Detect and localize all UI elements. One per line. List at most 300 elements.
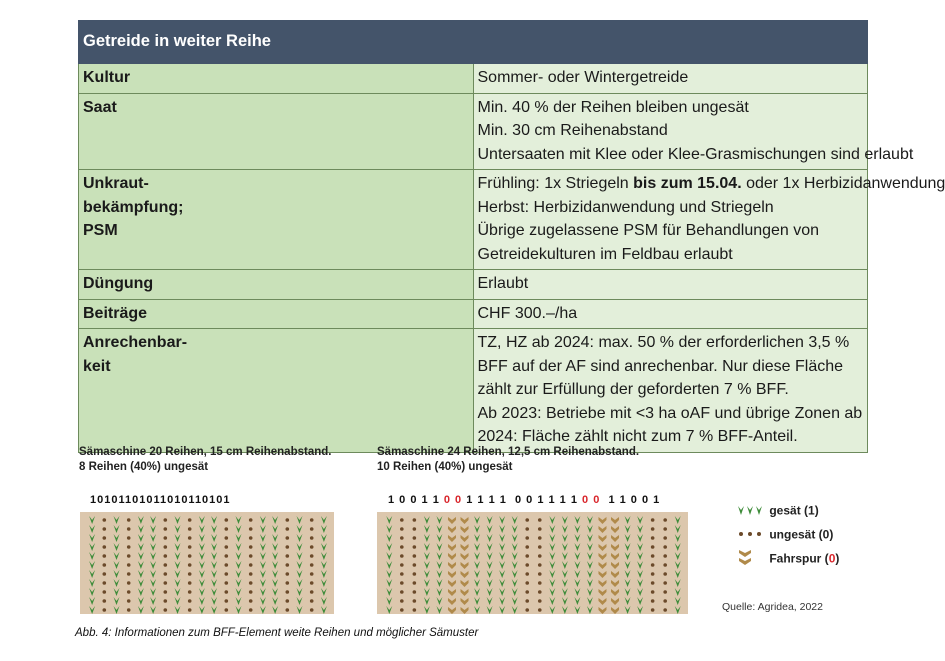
unsown-dot: [164, 608, 168, 612]
sown-plant: [211, 579, 217, 587]
sown-plant: [637, 543, 643, 551]
sown-plant: [499, 606, 505, 614]
unsown-dot: [127, 554, 131, 558]
sown-plant: [499, 534, 505, 542]
unsown-dot: [164, 545, 168, 549]
sown-plant: [637, 588, 643, 596]
sown-plant: [386, 534, 392, 542]
sown-plant: [199, 597, 205, 605]
track-mark: [448, 598, 456, 605]
sown-plant: [474, 534, 480, 542]
sown-plant: [675, 597, 681, 605]
unsown-dot: [663, 518, 667, 522]
sown-plant: [175, 588, 181, 596]
track-mark: [461, 598, 469, 605]
sown-plant: [436, 597, 442, 605]
table-row: [79, 270, 868, 300]
sown-plant: [114, 561, 120, 569]
unsown-dot: [525, 554, 529, 558]
sown-plant: [549, 606, 555, 614]
sown-plant: [386, 516, 392, 524]
track-mark: [461, 544, 469, 551]
sown-plant: [175, 597, 181, 605]
unsown-dot: [525, 599, 529, 603]
value-line: Übrige zugelassene PSM für Behandlungen von Getreidekulturen im Feldbau erlaubt: [477, 222, 820, 263]
sown-plant: [549, 588, 555, 596]
sown-plant: [625, 543, 631, 551]
sown-plant: [487, 570, 493, 578]
sown-plant: [150, 606, 156, 614]
unsown-dot: [310, 572, 314, 576]
sown-plant: [487, 597, 493, 605]
sown-plant: [386, 543, 392, 551]
track-mark: [611, 607, 619, 614]
unsown-dot: [188, 518, 192, 522]
sown-plant: [625, 606, 631, 614]
unsown-dot: [225, 563, 229, 567]
unsown-dot: [164, 599, 168, 603]
unsown-dot: [651, 527, 655, 531]
sown-plant: [138, 606, 144, 614]
unsown-dot: [413, 554, 417, 558]
sown-plant: [272, 579, 278, 587]
track-mark: [448, 544, 456, 551]
sown-plant: [637, 570, 643, 578]
sown-plant: [297, 543, 303, 551]
sown-plant: [321, 588, 327, 596]
unsown-dot: [651, 581, 655, 585]
value-line: Min. 40 % der Reihen bleiben ungesät: [477, 98, 749, 116]
unsown-dot: [663, 563, 667, 567]
unsown-dot: [225, 572, 229, 576]
sown-plant: [587, 606, 593, 614]
sown-plant: [574, 534, 580, 542]
sown-plant: [236, 534, 242, 542]
unsown-dot: [249, 599, 253, 603]
sown-plant: [236, 579, 242, 587]
unsown-dot: [164, 581, 168, 585]
unsown-dot: [225, 527, 229, 531]
sown-plant: [236, 570, 242, 578]
sown-plant: [260, 588, 266, 596]
unsown-dot: [188, 581, 192, 585]
sprout-icon: [736, 503, 766, 520]
unsown-dot: [538, 581, 542, 585]
sown-plant: [260, 552, 266, 560]
sown-plant: [386, 597, 392, 605]
sown-plant: [499, 525, 505, 533]
unsown-dot: [127, 581, 131, 585]
sown-plant: [499, 588, 505, 596]
sown-plant: [89, 588, 95, 596]
unsown-dot: [310, 563, 314, 567]
unsown-dot: [225, 608, 229, 612]
sown-plant: [89, 606, 95, 614]
sown-plant: [562, 561, 568, 569]
sown-plant: [625, 588, 631, 596]
date-emphasis: bis zum 15.04.: [633, 175, 742, 192]
sown-plant: [114, 525, 120, 533]
sown-plant: [587, 570, 593, 578]
unsown-dot: [400, 554, 404, 558]
sown-plant: [675, 525, 681, 533]
track-mark: [598, 589, 606, 596]
unsown-dot: [525, 563, 529, 567]
right-field-graphic: [377, 512, 688, 614]
row-key: Kultur: [79, 64, 474, 94]
sown-plant: [424, 597, 430, 605]
row-key: Saat: [79, 93, 474, 170]
track-mark: [461, 580, 469, 587]
sown-plant: [474, 543, 480, 551]
sown-plant: [637, 597, 643, 605]
unsown-dot: [225, 536, 229, 540]
left-bit-pattern: 10101101011010110101: [90, 494, 231, 506]
sown-plant: [675, 606, 681, 614]
track-mark: [611, 535, 619, 542]
unsown-dot: [127, 599, 131, 603]
sown-plant: [487, 552, 493, 560]
track-mark: [461, 589, 469, 596]
sown-plant: [272, 606, 278, 614]
track-mark: [598, 535, 606, 542]
sown-plant: [474, 597, 480, 605]
sown-plant: [89, 552, 95, 560]
sown-plant: [675, 588, 681, 596]
sown-plant: [512, 525, 518, 533]
unsown-dot: [103, 518, 107, 522]
unsown-dot: [225, 581, 229, 585]
sown-plant: [562, 579, 568, 587]
unsown-dot: [127, 527, 131, 531]
sown-plant: [89, 525, 95, 533]
sown-plant: [637, 516, 643, 524]
unsown-dot: [538, 554, 542, 558]
sown-plant: [321, 525, 327, 533]
sown-plant: [297, 561, 303, 569]
info-table: [78, 20, 945, 453]
sown-plant: [675, 579, 681, 587]
sown-plant: [175, 570, 181, 578]
track-mark: [598, 607, 606, 614]
unsown-dot: [663, 581, 667, 585]
key-line: Anrechenbar-: [83, 334, 188, 351]
unsown-dot: [127, 545, 131, 549]
unsown-dot: [249, 563, 253, 567]
unsown-dot: [164, 590, 168, 594]
sown-plant: [436, 552, 442, 560]
sown-plant: [386, 570, 392, 578]
sown-plant: [260, 570, 266, 578]
unsown-dot: [310, 554, 314, 558]
sown-plant: [297, 534, 303, 542]
unsown-dot: [188, 527, 192, 531]
sown-plant: [424, 516, 430, 524]
sown-plant: [114, 570, 120, 578]
unsown-dot: [103, 581, 107, 585]
sown-plant: [272, 570, 278, 578]
sown-plant: [574, 597, 580, 605]
table-title: Getreide in weiter Reihe: [79, 21, 868, 64]
sown-plant: [236, 588, 242, 596]
sown-plant: [587, 561, 593, 569]
sown-plant: [138, 543, 144, 551]
sown-plant: [211, 561, 217, 569]
sown-plant: [175, 543, 181, 551]
sown-plant: [487, 534, 493, 542]
unsown-dot: [413, 545, 417, 549]
unsown-dot: [651, 599, 655, 603]
sown-plant: [487, 543, 493, 551]
sown-plant: [272, 543, 278, 551]
unsown-dot: [413, 572, 417, 576]
track-mark: [448, 589, 456, 596]
sown-plant: [272, 525, 278, 533]
value-line: Erlaubt: [477, 275, 529, 292]
sown-plant: [297, 606, 303, 614]
sown-plant: [150, 561, 156, 569]
unsown-dot: [651, 563, 655, 567]
unsown-dot: [164, 518, 168, 522]
track-mark: [598, 562, 606, 569]
unsown-dot: [525, 545, 529, 549]
unsown-dot: [538, 527, 542, 531]
sown-plant: [199, 579, 205, 587]
sown-plant: [549, 534, 555, 542]
sown-plant: [574, 588, 580, 596]
unsown-dot: [663, 545, 667, 549]
sown-plant: [260, 561, 266, 569]
sown-plant: [549, 579, 555, 587]
unsown-dot: [400, 536, 404, 540]
sown-plant: [272, 534, 278, 542]
unsown-dot: [663, 572, 667, 576]
sown-plant: [625, 597, 631, 605]
sown-plant: [512, 552, 518, 560]
sown-plant: [487, 516, 493, 524]
sown-plant: [297, 552, 303, 560]
sown-plant: [512, 597, 518, 605]
unsown-dot: [400, 518, 404, 522]
sown-plant: [138, 561, 144, 569]
sown-plant: [114, 588, 120, 596]
value-line: CHF 300.–/ha: [477, 304, 578, 322]
row-value: [473, 64, 868, 94]
sown-plant: [499, 579, 505, 587]
sown-plant: [625, 525, 631, 533]
sown-plant: [574, 606, 580, 614]
table-row: [79, 64, 868, 94]
unsown-dot: [127, 563, 131, 567]
unsown-dot: [310, 599, 314, 603]
unsown-dot: [286, 554, 290, 558]
sown-plant: [321, 606, 327, 614]
track-mark: [598, 571, 606, 578]
sown-plant: [637, 579, 643, 587]
sown-plant: [211, 597, 217, 605]
unsown-dot: [225, 599, 229, 603]
sown-plant: [675, 534, 681, 542]
unsown-dot: [103, 599, 107, 603]
unsown-dot: [188, 572, 192, 576]
sown-plant: [150, 570, 156, 578]
sown-plant: [199, 588, 205, 596]
track-bits: 0 0: [443, 494, 463, 506]
unsown-dot: [400, 563, 404, 567]
sown-plant: [562, 516, 568, 524]
sown-plant: [260, 579, 266, 587]
value-line: Frühling: 1x Striegeln bis zum 15.04. oder 1x Herbizidanwendung: [477, 175, 945, 192]
sown-plant: [424, 525, 430, 533]
sown-plant: [260, 606, 266, 614]
unsown-dot: [525, 527, 529, 531]
track-mark: [461, 562, 469, 569]
sown-plant: [89, 543, 95, 551]
unsown-dot: [286, 581, 290, 585]
sown-plant: [675, 543, 681, 551]
sown-plant: [211, 588, 217, 596]
legend-unsown: ungesät (0): [736, 527, 833, 544]
unsown-dot: [103, 590, 107, 594]
row-value: [473, 93, 914, 170]
sown-plant: [562, 570, 568, 578]
track-mark: [448, 517, 456, 524]
value-line: Ab 2023: Betriebe mit <3 ha oAF und übrige Zonen ab 2024: Fläche zählt nicht zum 7 % BFF-Anteil.: [477, 404, 863, 445]
track-mark: [598, 598, 606, 605]
sown-plant: [386, 561, 392, 569]
track-mark: [611, 553, 619, 560]
sown-plant: [321, 561, 327, 569]
sown-plant: [474, 570, 480, 578]
sown-plant: [150, 588, 156, 596]
unsown-dot: [538, 545, 542, 549]
sown-plant: [549, 561, 555, 569]
sown-plant: [260, 525, 266, 533]
unsown-dot: [286, 518, 290, 522]
sown-plant: [436, 588, 442, 596]
sown-plant: [211, 534, 217, 542]
track-mark: [598, 553, 606, 560]
sown-plant: [549, 570, 555, 578]
sown-plant: [114, 543, 120, 551]
sown-plant: [89, 534, 95, 542]
row-key: Düngung: [79, 270, 474, 300]
sown-plant: [574, 516, 580, 524]
sown-plant: [436, 525, 442, 533]
unsown-dot: [525, 581, 529, 585]
track-mark: [611, 589, 619, 596]
sown-plant: [138, 588, 144, 596]
unsown-dot: [164, 572, 168, 576]
sown-plant: [199, 552, 205, 560]
sown-plant: [512, 570, 518, 578]
sown-plant: [512, 516, 518, 524]
sown-plant: [487, 579, 493, 587]
sown-plant: [549, 543, 555, 551]
unsown-dot: [413, 563, 417, 567]
sown-plant: [386, 552, 392, 560]
sown-plant: [587, 543, 593, 551]
sown-plant: [297, 570, 303, 578]
row-key: [79, 170, 474, 270]
unsown-dot: [310, 590, 314, 594]
sown-plant: [89, 570, 95, 578]
unsown-dot: [249, 590, 253, 594]
sown-plant: [512, 588, 518, 596]
unsown-dot: [310, 527, 314, 531]
unsown-dot: [164, 563, 168, 567]
row-value: [473, 329, 868, 453]
sown-plant: [637, 552, 643, 560]
sown-plant: [150, 552, 156, 560]
sown-plant: [625, 561, 631, 569]
unsown-dot: [663, 536, 667, 540]
track-mark: [448, 562, 456, 569]
track-mark: [461, 607, 469, 614]
sown-plant: [587, 552, 593, 560]
track-mark: [448, 571, 456, 578]
sown-plant: [321, 543, 327, 551]
sown-plant: [512, 561, 518, 569]
sown-plant: [499, 570, 505, 578]
unsown-dot: [249, 518, 253, 522]
sown-plant: [512, 579, 518, 587]
sown-plant: [637, 525, 643, 533]
sown-plant: [487, 588, 493, 596]
unsown-dot: [127, 590, 131, 594]
sown-plant: [89, 579, 95, 587]
track-mark: [448, 607, 456, 614]
sown-plant: [236, 597, 242, 605]
sown-plant: [424, 606, 430, 614]
sown-plant: [574, 579, 580, 587]
sown-plant: [211, 516, 217, 524]
sown-plant: [386, 606, 392, 614]
unsown-dot: [310, 581, 314, 585]
table-row: [79, 170, 868, 270]
unsown-dot: [538, 536, 542, 540]
track-mark: [461, 571, 469, 578]
sown-plant: [562, 534, 568, 542]
sown-plant: [236, 552, 242, 560]
sown-plant: [587, 579, 593, 587]
unsown-dot: [525, 608, 529, 612]
sown-plant: [549, 516, 555, 524]
sown-plant: [114, 606, 120, 614]
unsown-dot: [103, 563, 107, 567]
sown-plant: [512, 543, 518, 551]
unsown-dot: [651, 518, 655, 522]
sown-plant: [587, 525, 593, 533]
sown-plant: [297, 588, 303, 596]
unsown-dot: [525, 536, 529, 540]
tyre-track-icon: [736, 549, 766, 570]
sown-plant: [138, 516, 144, 524]
sown-plant: [424, 570, 430, 578]
sown-plant: [562, 552, 568, 560]
sown-plant: [321, 597, 327, 605]
right-field: [377, 512, 688, 614]
unsown-dot: [103, 527, 107, 531]
sown-plant: [236, 561, 242, 569]
unsown-dot: [286, 536, 290, 540]
sown-plant: [175, 606, 181, 614]
sown-plant: [199, 570, 205, 578]
sown-plant: [321, 579, 327, 587]
sown-plant: [512, 606, 518, 614]
sown-plant: [562, 606, 568, 614]
sown-plant: [272, 516, 278, 524]
